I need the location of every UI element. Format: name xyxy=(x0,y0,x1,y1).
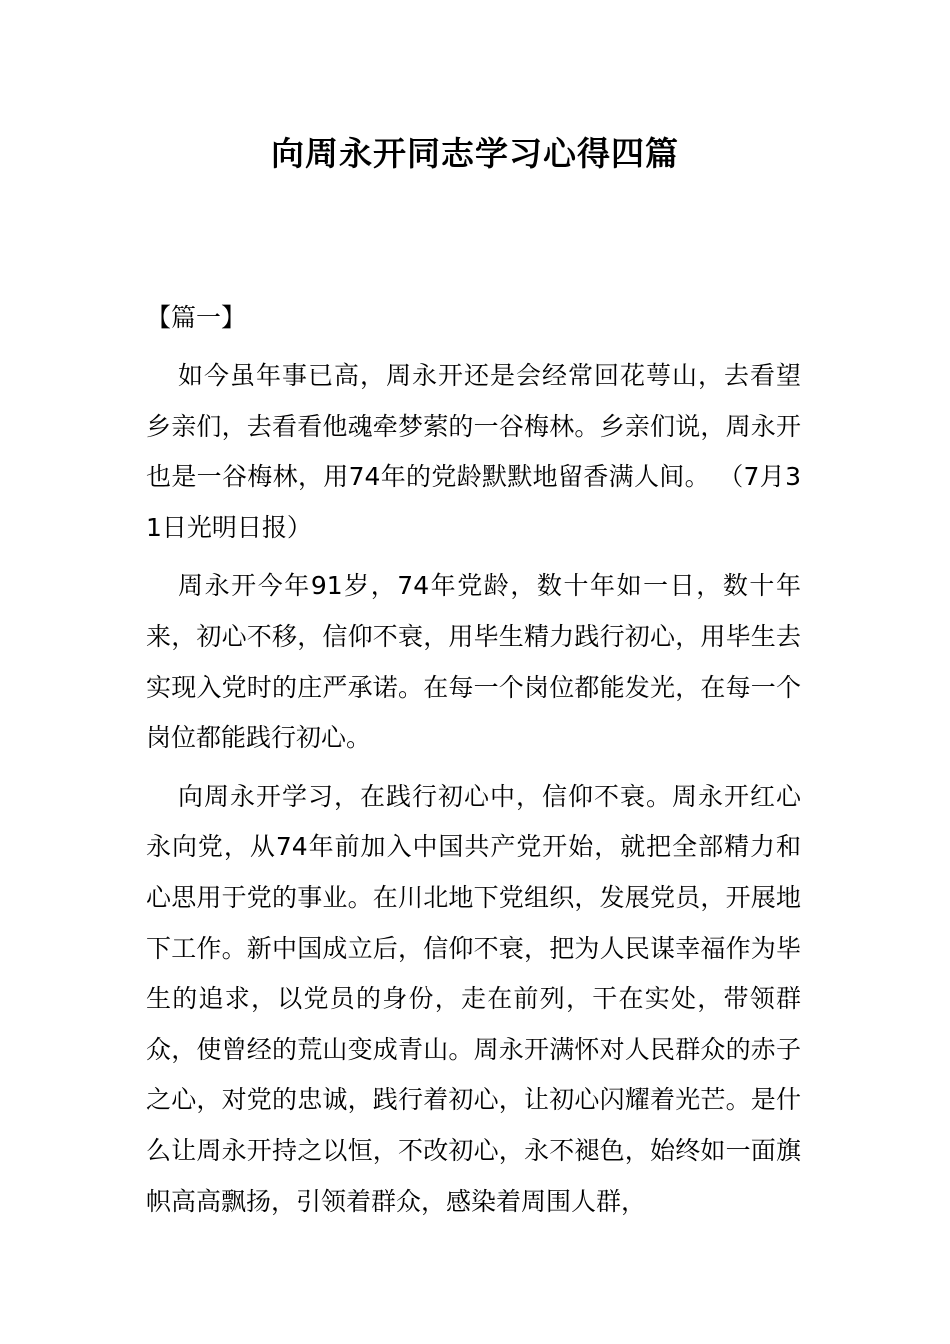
document-body xyxy=(146,351,801,1235)
paragraph: 周永开今年91岁，74年党龄，数十年如一日，数十年来，初心不移，信仰不衰，用毕生精力践行初心，用毕生去实现入党时的庄严承诺。在每一个岗位都能发光，在每一个岗位都能践行初心。 xyxy=(146,571,801,753)
paragraph: 向周永开学习，在践行初心中，信仰不衰。周永开红心永向党，从74年前加入中国共产党开始，就把全部精力和心思用于党的事业。在川北地下党组织，发展党员，开展地下工作。新中国成立后，信仰不衰，把为人民谋幸福作为毕生的追求，以党员的身份，走在前列，干在实处，带领群众，使曾经的荒山变成青山。周永开满怀对人民群众的赤子之心，对党的忠诚，践行着初心，让初心闪耀着光芒。是什么让周永开持之以恒，不改初心，永不褪色，始终如一面旗帜高高飘扬，引领着群众，感染着周围人群， xyxy=(146,781,801,1216)
document-title: 向周永开同志学习心得四篇 xyxy=(271,134,679,173)
paragraph: 如今虽年事已高，周永开还是会经常回花萼山，去看望乡亲们，去看看他魂牵梦萦的一谷梅林。乡亲们说，周永开也是一谷梅林，用74年的党龄默默地留香满人间。 （7月31日光明日报） xyxy=(146,361,801,542)
section-heading: 【篇一】 xyxy=(146,303,247,332)
